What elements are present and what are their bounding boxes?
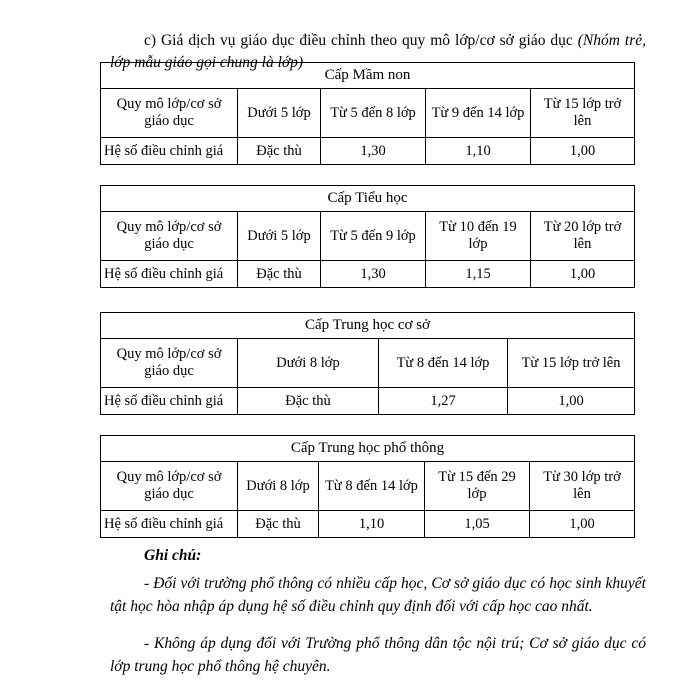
- coefficient-value: Đặc thù: [238, 388, 379, 415]
- column-header: Từ 8 đến 14 lớp: [379, 339, 508, 388]
- row-label-coefficient: Hệ số điều chỉnh giá: [101, 138, 238, 165]
- table-mam-non: [100, 62, 635, 165]
- coefficient-value: Đặc thù: [238, 511, 319, 538]
- header-label-scale: Quy mô lớp/cơ sở giáo dục: [101, 462, 238, 511]
- coefficient-value: 1,00: [531, 261, 635, 288]
- column-header: Dưới 5 lớp: [238, 89, 321, 138]
- coefficient-value: 1,10: [319, 511, 425, 538]
- notes-section: [110, 545, 646, 694]
- coefficient-value: 1,30: [321, 138, 426, 165]
- coefficient-value: 1,05: [425, 511, 530, 538]
- column-header: Dưới 8 lớp: [238, 339, 379, 388]
- table-title: Cấp Tiểu học: [101, 186, 635, 212]
- table-trung-hoc-co-so: [100, 312, 635, 415]
- coefficient-value: 1,15: [426, 261, 531, 288]
- column-header: Từ 5 đến 8 lớp: [321, 89, 426, 138]
- note-item: - Đối với trường phổ thông có nhiều cấp học, Cơ sở giáo dục có học sinh khuyết tật học hòa nhập áp dụng hệ số điều chỉnh quy định đối với cấp học cao nhất.: [110, 575, 646, 615]
- column-header: Từ 8 đến 14 lớp: [319, 462, 425, 511]
- column-header: Từ 5 đến 9 lớp: [321, 212, 426, 261]
- note-item: - Không áp dụng đối với Trường phổ thông dân tộc nội trú; Cơ sở giáo dục có lớp trung học phổ thông hệ chuyên.: [110, 635, 646, 675]
- column-header: Dưới 8 lớp: [238, 462, 319, 511]
- header-label-scale: Quy mô lớp/cơ sở giáo dục: [101, 89, 238, 138]
- header-label-scale: Quy mô lớp/cơ sở giáo dục: [101, 339, 238, 388]
- coefficient-value: 1,00: [531, 138, 635, 165]
- table-header-row: [101, 339, 635, 388]
- coefficient-value: 1,00: [530, 511, 635, 538]
- table-title: Cấp Trung học cơ sở: [101, 313, 635, 339]
- column-header: Từ 30 lớp trở lên: [530, 462, 635, 511]
- column-header: Từ 15 lớp trở lên: [508, 339, 635, 388]
- table-header-row: [101, 89, 635, 138]
- row-label-coefficient: Hệ số điều chỉnh giá: [101, 388, 238, 415]
- table-row: [101, 511, 635, 538]
- column-header: Dưới 5 lớp: [238, 212, 321, 261]
- row-label-coefficient: Hệ số điều chỉnh giá: [101, 261, 238, 288]
- column-header: Từ 15 đến 29 lớp: [425, 462, 530, 511]
- header-label-scale: Quy mô lớp/cơ sở giáo dục: [101, 212, 238, 261]
- coefficient-value: 1,27: [379, 388, 508, 415]
- table-row: [101, 138, 635, 165]
- coefficient-value: 1,10: [426, 138, 531, 165]
- table-trung-hoc-pho-thong: [100, 435, 635, 538]
- intro-text-roman: c) Giá dịch vụ giáo dục điều chỉnh theo quy mô lớp/cơ sở giáo dục: [144, 31, 578, 49]
- table-title: Cấp Trung học phổ thông: [101, 436, 635, 462]
- table-header-row: [101, 212, 635, 261]
- column-header: Từ 15 lớp trở lên: [531, 89, 635, 138]
- intro-text-italic: (Nhóm trẻ, lớp mẫu giáo gọi chung là lớp): [110, 31, 646, 71]
- table-header-row: [101, 462, 635, 511]
- notes-title: Ghi chú:: [144, 547, 202, 564]
- table-tieu-hoc: [100, 185, 635, 288]
- row-label-coefficient: Hệ số điều chỉnh giá: [101, 511, 238, 538]
- coefficient-value: Đặc thù: [238, 261, 321, 288]
- table-title-row: [101, 313, 635, 339]
- column-header: Từ 10 đến 19 lớp: [426, 212, 531, 261]
- table-title: Cấp Mầm non: [101, 63, 635, 89]
- column-header: Từ 9 đến 14 lớp: [426, 89, 531, 138]
- table-title-row: [101, 186, 635, 212]
- table-row: [101, 388, 635, 415]
- table-row: [101, 261, 635, 288]
- table-title-row: [101, 436, 635, 462]
- coefficient-value: Đặc thù: [238, 138, 321, 165]
- table-title-row: [101, 63, 635, 89]
- column-header: Từ 20 lớp trở lên: [531, 212, 635, 261]
- coefficient-value: 1,30: [321, 261, 426, 288]
- coefficient-value: 1,00: [508, 388, 635, 415]
